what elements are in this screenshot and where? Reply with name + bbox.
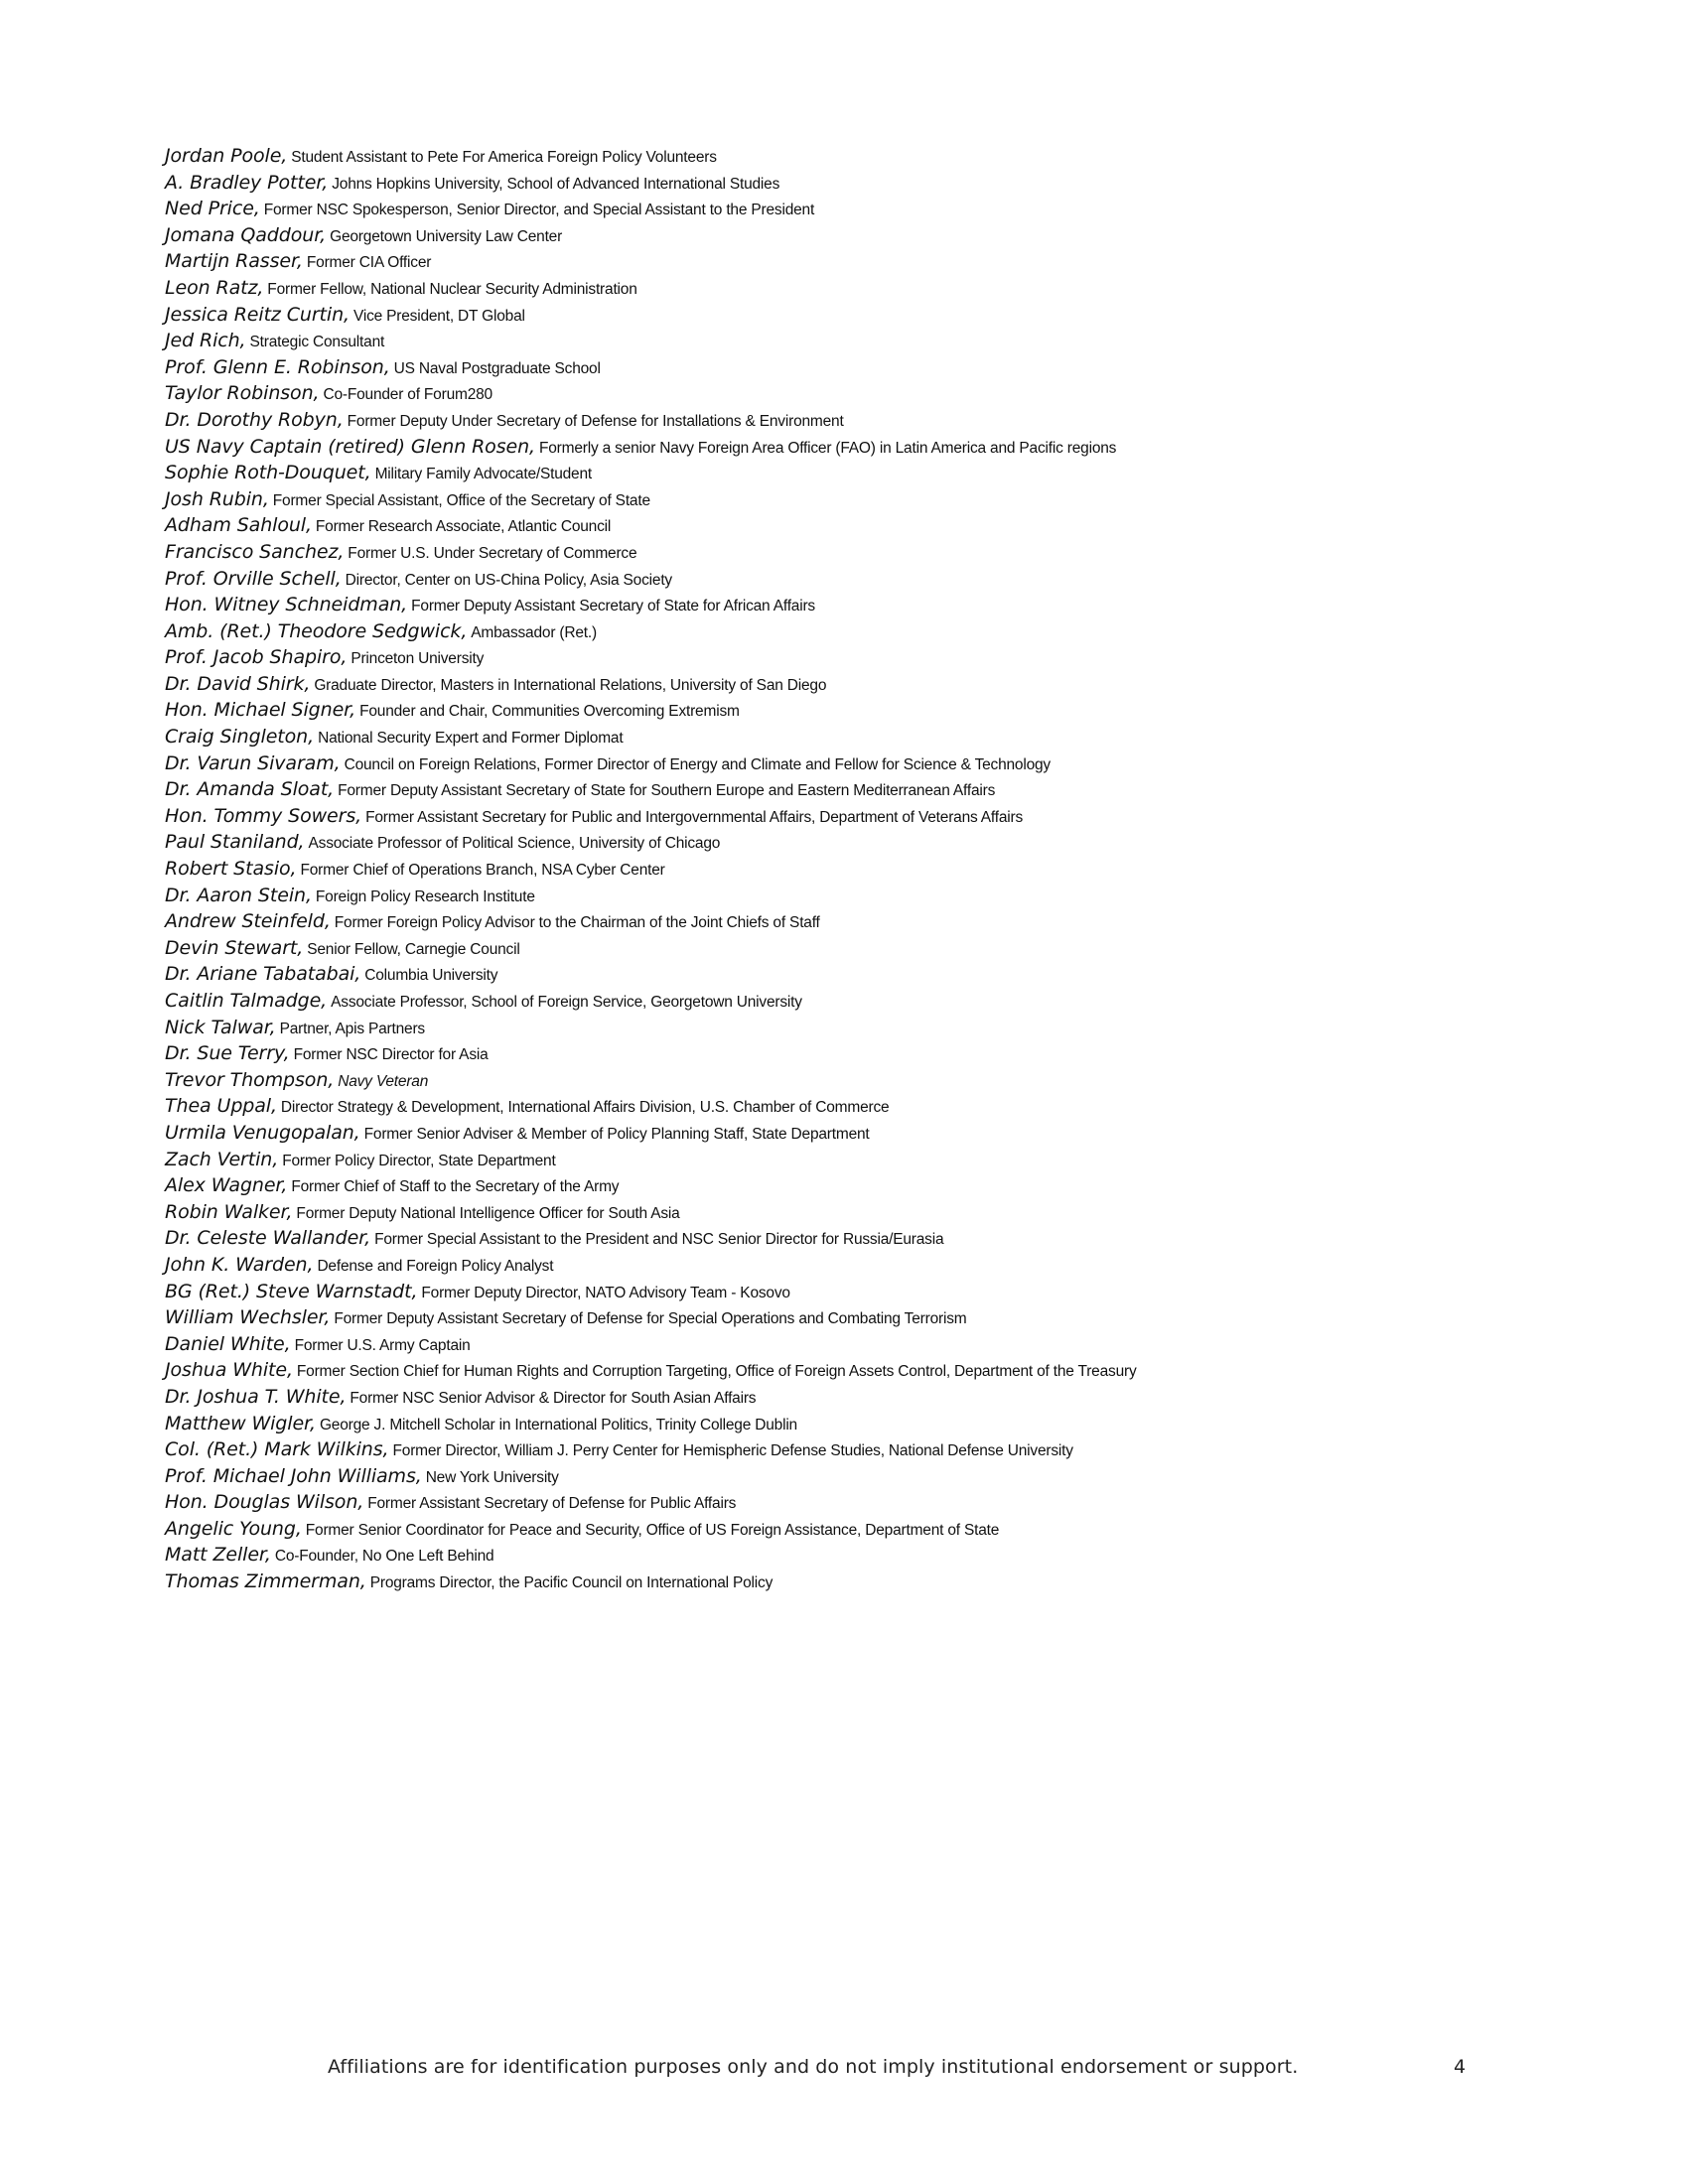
signatory-name: Caitlin Talmadge,: [165, 990, 328, 1012]
signatory-name: Dr. Ariane Tabatabai,: [165, 963, 361, 986]
signatory-entry: [165, 248, 1555, 275]
signatory-name: Jed Rich,: [165, 330, 246, 352]
signatory-entry: [165, 697, 1555, 724]
signatory-entry: [165, 1411, 1555, 1437]
signatory-entry: [165, 354, 1555, 381]
signatory-entry: [165, 751, 1555, 777]
signatory-entry: [165, 1331, 1555, 1358]
signatory-affiliation: Graduate Director, Masters in International Relations, University of San Diego: [314, 676, 827, 694]
signatory-entry: [165, 1436, 1555, 1463]
signatory-list: [165, 143, 1555, 1595]
signatory-name: Taylor Robinson,: [165, 382, 320, 405]
signatory-affiliation: Former CIA Officer: [306, 254, 432, 272]
signatory-entry: [165, 222, 1555, 249]
signatory-entry: [165, 1463, 1555, 1490]
signatory-affiliation: Former Deputy Assistant Secretary of State for African Affairs: [411, 598, 815, 615]
signatory-name: Joshua White,: [165, 1359, 293, 1382]
signatory-entry: [165, 935, 1555, 962]
signatory-entry: [165, 1172, 1555, 1199]
signatory-entry: [165, 1279, 1555, 1305]
signatory-entry: [165, 1384, 1555, 1411]
signatory-name: John K. Warden,: [165, 1253, 314, 1276]
signatory-name: Dr. Varun Sivaram,: [165, 751, 341, 774]
signatory-affiliation: Co-Founder of Forum280: [323, 386, 492, 404]
signatory-name: Andrew Steinfeld,: [165, 910, 331, 933]
signatory-name: Devin Stewart,: [165, 936, 304, 959]
signatory-entry: [165, 539, 1555, 566]
signatory-name: Robin Walker,: [165, 1200, 293, 1223]
signatory-affiliation: Council on Foreign Relations, Former Director of Energy and Climate and Fellow for Science & Technology: [344, 755, 1051, 773]
signatory-affiliation: Founder and Chair, Communities Overcoming Extremism: [359, 703, 740, 721]
signatory-affiliation: Navy Veteran: [338, 1072, 429, 1090]
signatory-name: Leon Ratz,: [165, 276, 264, 299]
signatory-affiliation: Defense and Foreign Policy Analyst: [317, 1257, 554, 1275]
signatory-affiliation: Former Section Chief for Human Rights and Corruption Targeting, Office of Foreign Assets Control, Department of the Treasury: [296, 1363, 1137, 1381]
signatory-affiliation: Princeton University: [351, 650, 485, 668]
signatory-affiliation: Associate Professor of Political Science, University of Chicago: [308, 835, 721, 853]
signatory-entry: [165, 1015, 1555, 1041]
signatory-name: BG (Ret.) Steve Warnstadt,: [165, 1280, 418, 1302]
signatory-entry: [165, 592, 1555, 618]
signatory-affiliation: Senior Fellow, Carnegie Council: [307, 940, 520, 958]
signatory-affiliation: Associate Professor, School of Foreign Service, Georgetown University: [331, 994, 802, 1011]
page-number: 4: [1454, 2056, 1467, 2078]
signatory-entry: [165, 460, 1555, 486]
signatory-entry: [165, 1093, 1555, 1120]
signatory-name: Dr. David Shirk,: [165, 672, 311, 695]
signatory-name: Prof. Orville Schell,: [165, 567, 342, 590]
signatory-entry: [165, 1120, 1555, 1147]
footer-disclaimer: Affiliations are for identification purposes only and do not imply institutional endorsement or support.: [328, 2056, 1299, 2078]
signatory-name: Zach Vertin,: [165, 1148, 279, 1170]
signatory-name: Dr. Joshua T. White,: [165, 1385, 347, 1408]
signatory-affiliation: Former Special Assistant to the President and NSC Senior Director for Russia/Eurasia: [374, 1231, 944, 1249]
signatory-entry: [165, 1199, 1555, 1226]
signatory-affiliation: Former Chief of Staff to the Secretary of the Army: [291, 1178, 620, 1196]
signatory-name: Angelic Young,: [165, 1517, 302, 1540]
signatory-name: Adham Sahloul,: [165, 514, 312, 537]
signatory-affiliation: Johns Hopkins University, School of Advanced International Studies: [332, 175, 780, 193]
signatory-name: Amb. (Ret.) Theodore Sedgwick,: [165, 619, 468, 642]
signatory-affiliation: Former Deputy Assistant Secretary of State for Southern Europe and Eastern Mediterranean Affairs: [338, 782, 996, 800]
signatory-entry: [165, 988, 1555, 1015]
signatory-affiliation: Former NSC Spokesperson, Senior Director, and Special Assistant to the President: [263, 202, 815, 219]
signatory-entry: [165, 434, 1555, 461]
signatory-affiliation: Former Foreign Policy Advisor to the Chairman of the Joint Chiefs of Staff: [334, 914, 820, 932]
signatory-entry: [165, 1516, 1555, 1543]
signatory-affiliation: Former Deputy Under Secretary of Defense for Installations & Environment: [347, 412, 844, 430]
signatory-name: Prof. Glenn E. Robinson,: [165, 355, 390, 378]
signatory-affiliation: Military Family Advocate/Student: [374, 466, 593, 483]
signatory-entry: [165, 618, 1555, 645]
signatory-entry: [165, 829, 1555, 856]
signatory-entry: [165, 776, 1555, 803]
signatory-affiliation: New York University: [425, 1468, 559, 1486]
signatory-name: Col. (Ret.) Mark Wilkins,: [165, 1438, 389, 1461]
signatory-name: Dr. Dorothy Robyn,: [165, 408, 344, 431]
signatory-affiliation: Former Assistant Secretary for Public and Intergovernmental Affairs, Department of Veterans Affairs: [365, 808, 1024, 826]
signatory-name: US Navy Captain (retired) Glenn Rosen,: [165, 435, 535, 458]
signatory-entry: [165, 961, 1555, 988]
signatory-affiliation: Ambassador (Ret.): [471, 623, 597, 641]
signatory-name: Josh Rubin,: [165, 487, 269, 510]
signatory-name: Sophie Roth-Douquet,: [165, 462, 371, 484]
signatory-affiliation: Former Senior Coordinator for Peace and Security, Office of US Foreign Assistance, Department of State: [305, 1521, 1000, 1539]
signatory-name: Hon. Michael Signer,: [165, 699, 356, 722]
signatory-name: Dr. Amanda Sloat,: [165, 778, 335, 801]
signatory-entry: [165, 170, 1555, 197]
signatory-name: Prof. Jacob Shapiro,: [165, 646, 348, 669]
signatory-affiliation: Partner, Apis Partners: [279, 1020, 425, 1037]
signatory-entry: [165, 1357, 1555, 1384]
signatory-name: Ned Price,: [165, 198, 260, 220]
signatory-name: Paul Staniland,: [165, 831, 305, 854]
signatory-affiliation: Former Senior Adviser & Member of Policy Planning Staff, State Department: [363, 1125, 870, 1143]
signatory-name: Trevor Thompson,: [165, 1068, 335, 1091]
signatory-name: Francisco Sanchez,: [165, 540, 345, 563]
signatory-name: Jordan Poole,: [165, 145, 288, 167]
signatory-affiliation: Former Assistant Secretary of Defense for Public Affairs: [367, 1495, 737, 1513]
signatory-entry: [165, 328, 1555, 354]
signatory-name: A. Bradley Potter,: [165, 171, 329, 194]
signatory-affiliation: Director, Center on US-China Policy, Asia Society: [345, 571, 672, 589]
signatory-name: Martijn Rasser,: [165, 250, 303, 273]
signatory-entry: [165, 803, 1555, 830]
signatory-entry: [165, 1040, 1555, 1067]
signatory-entry: [165, 512, 1555, 539]
signatory-entry: [165, 486, 1555, 513]
signatory-name: William Wechsler,: [165, 1306, 331, 1329]
signatory-name: Robert Stasio,: [165, 858, 297, 881]
signatory-affiliation: Former NSC Director for Asia: [293, 1046, 489, 1064]
signatory-entry: [165, 566, 1555, 593]
signatory-name: Hon. Witney Schneidman,: [165, 594, 408, 616]
signatory-entry: [165, 856, 1555, 883]
signatory-affiliation: Former Deputy National Intelligence Officer for South Asia: [296, 1204, 680, 1222]
signatory-affiliation: Foreign Policy Research Institute: [315, 887, 535, 905]
signatory-entry: [165, 380, 1555, 407]
signatory-affiliation: US Naval Postgraduate School: [393, 359, 601, 377]
signatory-entry: [165, 1252, 1555, 1279]
signatory-name: Dr. Celeste Wallander,: [165, 1227, 371, 1250]
signatory-name: Dr. Sue Terry,: [165, 1042, 290, 1065]
signatory-affiliation: Former U.S. Under Secretary of Commerce: [348, 544, 637, 562]
signatory-affiliation: Former U.S. Army Captain: [294, 1336, 471, 1354]
signatory-name: Matt Zeller,: [165, 1544, 271, 1567]
signatory-name: Nick Talwar,: [165, 1016, 276, 1038]
signatory-affiliation: Former Chief of Operations Branch, NSA Cyber Center: [300, 862, 665, 880]
signatory-affiliation: Vice President, DT Global: [352, 307, 525, 325]
signatory-affiliation: Former Director, William J. Perry Center for Hemispheric Defense Studies, National Defense University: [392, 1442, 1073, 1460]
signatory-affiliation: Former Research Associate, Atlantic Council: [315, 518, 612, 536]
signatory-name: Jessica Reitz Curtin,: [165, 303, 350, 326]
signatory-name: Dr. Aaron Stein,: [165, 884, 312, 906]
signatory-affiliation: National Security Expert and Former Diplomat: [318, 730, 624, 748]
signatory-entry: [165, 883, 1555, 909]
signatory-affiliation: Programs Director, the Pacific Council on International Policy: [369, 1574, 774, 1592]
signatory-name: Hon. Douglas Wilson,: [165, 1491, 364, 1514]
signatory-name: Hon. Tommy Sowers,: [165, 804, 362, 827]
signatory-entry: [165, 644, 1555, 671]
signatory-entry: [165, 908, 1555, 935]
signatory-affiliation: Former Deputy Director, NATO Advisory Team - Kosovo: [421, 1284, 790, 1301]
signatory-name: Thomas Zimmerman,: [165, 1570, 366, 1593]
signatory-affiliation: Former Special Assistant, Office of the Secretary of State: [272, 491, 650, 509]
signatory-affiliation: Director Strategy & Development, International Affairs Division, U.S. Chamber of Commerce: [280, 1099, 890, 1117]
signatory-name: Daniel White,: [165, 1332, 291, 1355]
signatory-affiliation: Strategic Consultant: [249, 334, 385, 351]
signatory-name: Thea Uppal,: [165, 1095, 277, 1118]
signatory-affiliation: Former Fellow, National Nuclear Security Administration: [267, 280, 637, 298]
signatory-entry: [165, 1489, 1555, 1516]
signatory-entry: [165, 671, 1555, 698]
signatory-name: Urmila Venugopalan,: [165, 1121, 360, 1144]
signatory-name: Craig Singleton,: [165, 726, 315, 749]
signatory-affiliation: Georgetown University Law Center: [330, 227, 563, 245]
signatory-entry: [165, 302, 1555, 329]
signatory-affiliation: Columbia University: [364, 967, 498, 985]
signatory-entry: [165, 1225, 1555, 1252]
signatory-entry: [165, 1304, 1555, 1331]
signatory-affiliation: Formerly a senior Navy Foreign Area Officer (FAO) in Latin America and Pacific regions: [538, 439, 1117, 457]
signatory-entry: [165, 724, 1555, 751]
signatory-entry: [165, 407, 1555, 434]
signatory-affiliation: Former Policy Director, State Department: [282, 1152, 556, 1169]
signatory-affiliation: Former Deputy Assistant Secretary of Defense for Special Operations and Combating Terrorism: [334, 1310, 967, 1328]
signatory-name: Jomana Qaddour,: [165, 223, 327, 246]
signatory-entry: [165, 196, 1555, 222]
signatory-entry: [165, 275, 1555, 302]
signatory-affiliation: Co-Founder, No One Left Behind: [274, 1548, 494, 1566]
signatory-entry: [165, 143, 1555, 170]
signatory-name: Prof. Michael John Williams,: [165, 1464, 422, 1487]
signatory-name: Alex Wagner,: [165, 1174, 288, 1197]
signatory-entry: [165, 1067, 1555, 1094]
signatory-affiliation: Student Assistant to Pete For America Foreign Policy Volunteers: [291, 149, 717, 166]
signatory-affiliation: Former NSC Senior Advisor & Director for South Asian Affairs: [350, 1389, 757, 1407]
signatory-name: Matthew Wigler,: [165, 1412, 316, 1434]
signatory-entry: [165, 1542, 1555, 1569]
signatory-affiliation: George J. Mitchell Scholar in International Politics, Trinity College Dublin: [319, 1416, 797, 1433]
signatory-entry: [165, 1569, 1555, 1595]
signatory-entry: [165, 1147, 1555, 1173]
